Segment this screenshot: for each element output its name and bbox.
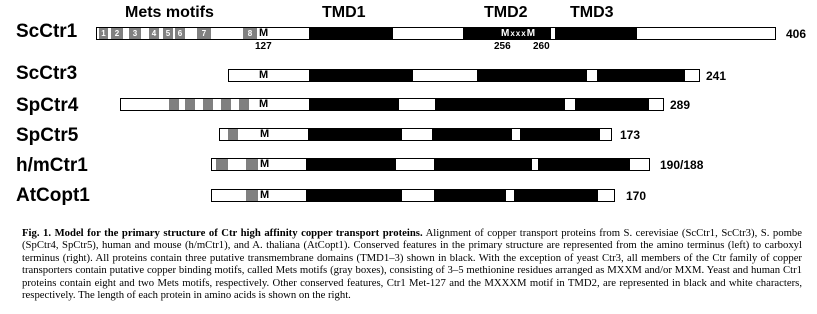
protein-bar-atcopt1 bbox=[211, 189, 615, 202]
header-tmd3: TMD3 bbox=[570, 4, 614, 21]
met-label: M bbox=[260, 189, 270, 201]
tmd1-segment bbox=[306, 190, 402, 201]
length-spctr4: 289 bbox=[670, 98, 691, 112]
mets-motif-1 bbox=[169, 99, 179, 110]
mets-motif-4: 4 bbox=[149, 28, 159, 39]
tmd3-segment bbox=[597, 70, 685, 81]
length-scctr1: 406 bbox=[786, 27, 807, 41]
tmd1-segment bbox=[309, 99, 399, 110]
tmd3-segment bbox=[520, 129, 600, 140]
mets-motif-4 bbox=[221, 99, 231, 110]
tmd2-segment bbox=[434, 190, 506, 201]
header-tmd1: TMD1 bbox=[322, 4, 366, 21]
protein-bar-spctr5 bbox=[219, 128, 612, 141]
tmd2-segment bbox=[434, 159, 532, 170]
tmd2-segment bbox=[435, 99, 565, 110]
met-label: M bbox=[259, 69, 269, 81]
tmd3-segment bbox=[514, 190, 598, 201]
mets-motif-2 bbox=[185, 99, 195, 110]
tmd3-segment bbox=[555, 28, 637, 39]
mxxxm-motif: MxxxM bbox=[501, 28, 537, 39]
protein-bar-hmctr1 bbox=[211, 158, 650, 171]
protein-name-scctr1: ScCtr1 bbox=[16, 21, 78, 42]
met-label: M bbox=[259, 98, 269, 110]
tmd1-segment bbox=[308, 129, 402, 140]
tmd2-segment bbox=[477, 70, 587, 81]
tmd2-segment bbox=[432, 129, 512, 140]
mets-motif-8: 8 bbox=[243, 28, 257, 39]
mets-motif-1 bbox=[228, 129, 238, 140]
mets-motif-5: 5 bbox=[163, 28, 173, 39]
met-127-label: M bbox=[259, 27, 269, 39]
position-127: 127 bbox=[255, 41, 272, 52]
protein-name-spctr4: SpCtr4 bbox=[16, 95, 79, 116]
position-256: 256 bbox=[494, 41, 511, 52]
caption-body: Alignment of copper transport proteins from S. cerevisiae (ScCtr1, ScCtr3), S. pombe (SpCtr4, SpCtr5), human and mouse (h/mCtr1), and A. thaliana (AtCopt1). Conserved features in the primary structure are represented from the amino terminus (left) to carboxyl terminus (right). All proteins contain three putative transmembrane domains (TMD1–3) shown in black. With the exception of yeast Ctr3, all members of the Ctr family of copper transporters contain putative copper binding motifs, called Mets motifs (gray boxes), consisting of 3–5 methionine residues arranged as MXXM and/or MXM. Yeast and human Ctr1 proteins contain eight and two Mets motifs, respectively. Other conserved features, Ctr1 Met-127 and the MXXXM motif in TMD2, are represented in black and white characters, respectively. The length of each protein in amino acids is shown on the right. bbox=[22, 227, 802, 302]
mets-motif-2 bbox=[246, 159, 258, 170]
tmd1-segment bbox=[306, 159, 396, 170]
header-tmd2: TMD2 bbox=[484, 4, 528, 21]
protein-name-hmctr1: h/mCtr1 bbox=[16, 155, 88, 176]
tmd1-segment bbox=[309, 70, 413, 81]
mets-motif-2: 2 bbox=[111, 28, 123, 39]
tmd3-segment bbox=[538, 159, 630, 170]
figure-caption bbox=[22, 227, 802, 301]
met-label: M bbox=[260, 158, 270, 170]
protein-bar-scctr3 bbox=[228, 69, 700, 82]
length-atcopt1: 170 bbox=[626, 189, 647, 203]
mets-motif-7: 7 bbox=[197, 28, 211, 39]
mets-motif-1 bbox=[246, 190, 258, 201]
protein-name-spctr5: SpCtr5 bbox=[16, 125, 79, 146]
position-260: 260 bbox=[533, 41, 550, 52]
caption-fig-label: Fig. 1. bbox=[22, 227, 52, 239]
protein-bar-spctr4 bbox=[120, 98, 664, 111]
header-mets-motifs: Mets motifs bbox=[125, 4, 214, 21]
mets-motif-1 bbox=[216, 159, 228, 170]
mets-motif-3: 3 bbox=[129, 28, 141, 39]
protein-name-scctr3: ScCtr3 bbox=[16, 63, 78, 84]
length-scctr3: 241 bbox=[706, 69, 727, 83]
tmd1-segment bbox=[309, 28, 393, 39]
protein-bar-scctr1 bbox=[96, 27, 776, 40]
length-hmctr1: 190/188 bbox=[660, 158, 704, 172]
mets-motif-5 bbox=[239, 99, 249, 110]
caption-title: Model for the primary structure of Ctr high affinity copper transport proteins. bbox=[54, 227, 423, 239]
protein-name-atcopt1: AtCopt1 bbox=[16, 185, 90, 206]
length-spctr5: 173 bbox=[620, 128, 641, 142]
tmd3-segment bbox=[575, 99, 649, 110]
mets-motif-3 bbox=[203, 99, 213, 110]
mets-motif-6: 6 bbox=[175, 28, 185, 39]
met-label: M bbox=[260, 128, 270, 140]
mets-motif-1: 1 bbox=[99, 28, 108, 39]
